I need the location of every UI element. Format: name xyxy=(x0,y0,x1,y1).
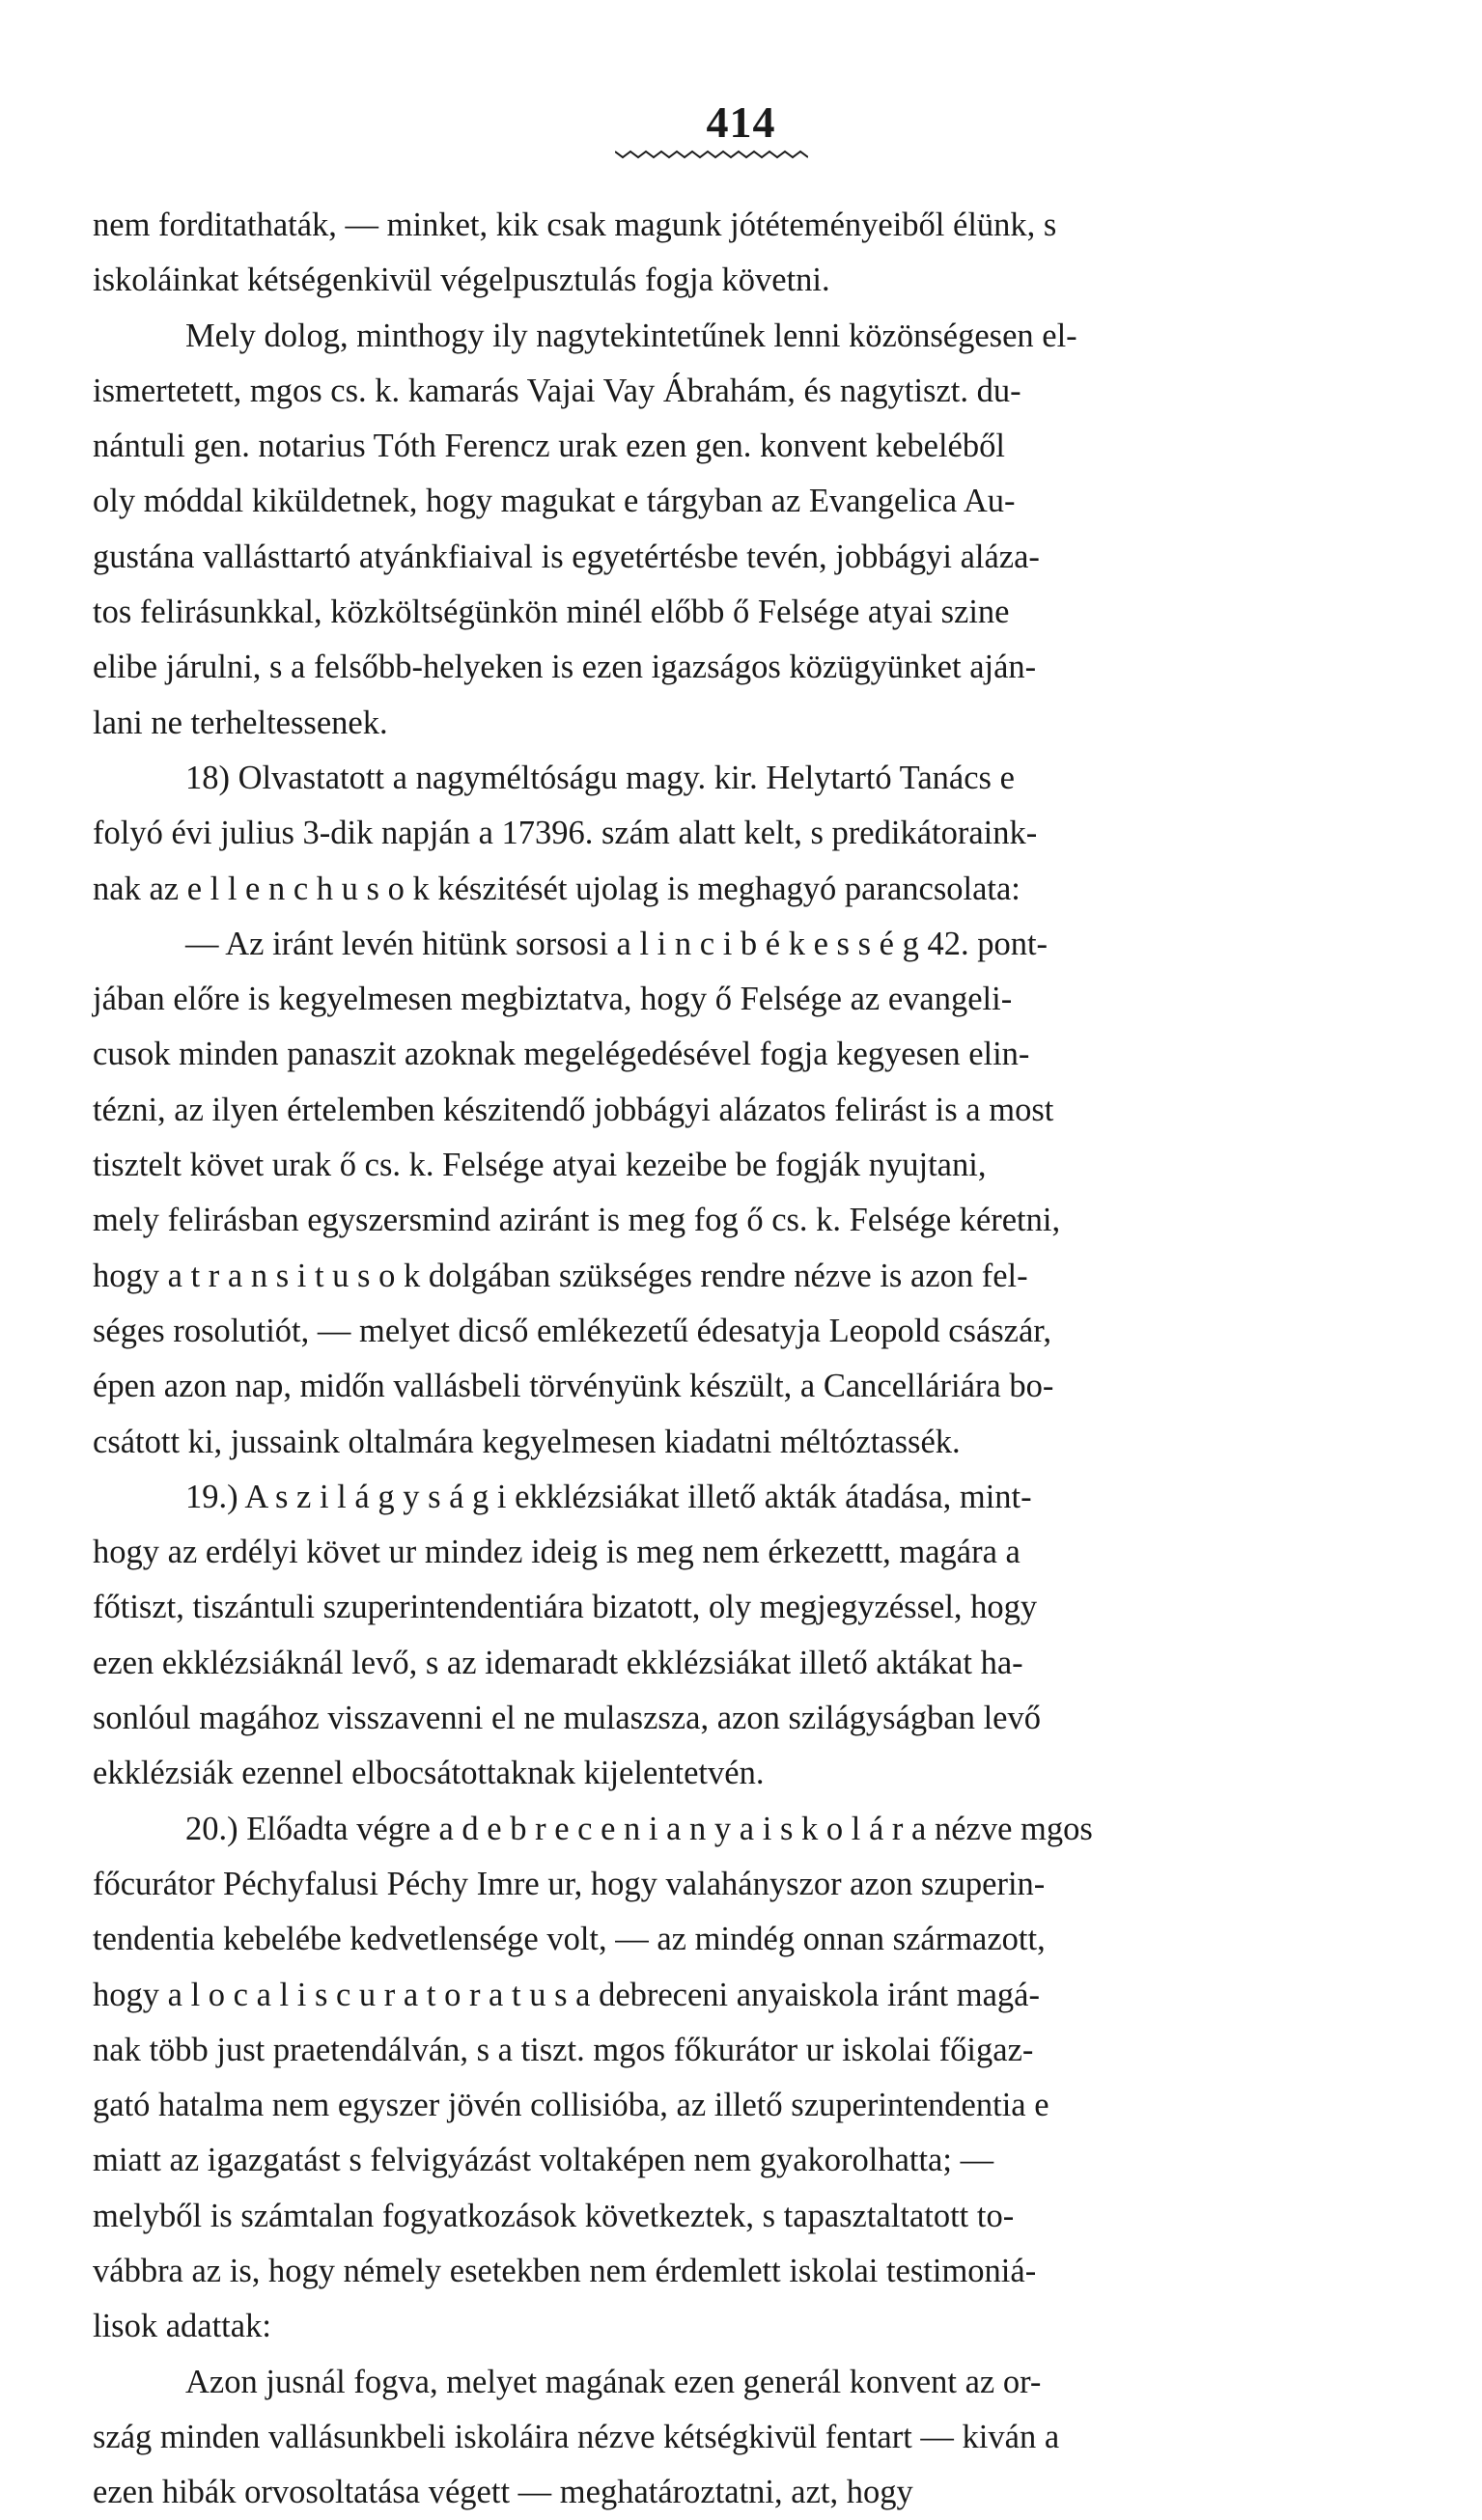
text-line: főtiszt, tiszántuli szuperintendentiára bizatott, oly megjegyzéssel, hogy xyxy=(93,1589,1038,1626)
text-line: Mely dolog, minthogy ily nagytekintetűnek lenni közönségesen el- xyxy=(185,317,1077,354)
text-line: főcurátor Péchyfalusi Péchy Imre ur, hogy valahányszor azon szuperin- xyxy=(93,1865,1046,1902)
text-line: csátott ki, jussaink oltalmára kegyelmesen kiadatni méltóztassék. xyxy=(93,1423,961,1460)
text-line: tisztelt követ urak ő cs. k. Felsége atyai kezeibe be fogják nyujtani, xyxy=(93,1147,987,1184)
text-line: nántuli gen. notarius Tóth Ferencz urak ezen gen. konvent kebeléből xyxy=(93,428,1005,465)
text-line: séges rosolutiót, — melyet dicső emlékezetű édesatyja Leopold császár, xyxy=(93,1312,1052,1349)
text-line: mely felirásban egyszersmind aziránt is meg fog ő cs. k. Felsége kéretni, xyxy=(93,1202,1061,1239)
text-line: 20.) Előadta végre a d e b r e c e n i a n y a i s k o l á r a nézve mgos xyxy=(185,1810,1093,1847)
body-text xyxy=(93,198,1301,2520)
text-line: ezen hibák orvosoltatása végett — meghatároztatni, azt, hogy xyxy=(93,2474,913,2511)
text-line: miatt az igazgatást s felvigyázást voltaképen nem gyakorolhatta; — xyxy=(93,2142,994,2179)
text-line: hogy az erdélyi követ ur mindez ideig is meg nem érkezettt, magára a xyxy=(93,1534,1021,1571)
text-line: — Az iránt levén hitünk sorsosi a l i n c i b é k e s s é g 42. pont- xyxy=(185,925,1049,962)
text-line: ekklézsiák ezennel elbocsátottaknak kijelentetvén. xyxy=(93,1755,765,1792)
text-line: ezen ekklézsiáknál levő, s az idemaradt ekklézsiákat illető aktákat ha- xyxy=(93,1644,1023,1681)
text-line: ismertetett, mgos cs. k. kamarás Vajai Vay Ábrahám, és nagytiszt. du- xyxy=(93,372,1021,409)
text-line: melyből is számtalan fogyatkozások következtek, s tapasztaltatott to- xyxy=(93,2197,1015,2234)
text-line: nak több just praetendálván, s a tiszt. mgos főkurátor ur iskolai főigaz- xyxy=(93,2031,1034,2068)
text-line: hogy a l o c a l i s c u r a t o r a t u s a debreceni anyaiskola iránt magá- xyxy=(93,1976,1040,2013)
text-line: oly móddal kiküldetnek, hogy magukat e tárgyban az Evangelica Au- xyxy=(93,483,1016,520)
text-line: tos felirásunkkal, közköltségünkön minél előbb ő Felsége atyai szine xyxy=(93,594,1010,631)
ornament-divider xyxy=(615,147,808,162)
text-line: vábbra az is, hogy némely esetekben nem érdemlett iskolai testimoniá- xyxy=(93,2252,1037,2289)
text-line: 18) Olvastatott a nagyméltóságu magy. kir. Helytartó Tanács e xyxy=(185,759,1015,796)
text-line: elibe járulni, s a felsőbb-helyeken is ezen igazságos közügyünket aján- xyxy=(93,649,1037,686)
text-line: nak az e l l e n c h u s o k készitését ujolag is meghagyó parancsolata: xyxy=(93,870,1021,907)
text-line: folyó évi julius 3-dik napján a 17396. szám alatt kelt, s predikátoraink- xyxy=(93,815,1038,852)
page-number: 414 xyxy=(706,97,776,147)
text-line: lisok adattak: xyxy=(93,2308,271,2345)
text-line: gustána vallásttartó atyánkfiaival is egyetértésbe tevén, jobbágyi aláza- xyxy=(93,538,1040,575)
text-line: iskoláinkat kétségenkivül végelpusztulás fogja követni. xyxy=(93,262,830,299)
text-line: cusok minden panaszit azoknak megelégedésével fogja kegyesen elin- xyxy=(93,1036,1030,1073)
text-line: tendentia kebelébe kedvetlensége volt, — az mindég onnan származott, xyxy=(93,1921,1046,1958)
text-line: hogy a t r a n s i t u s o k dolgában szükséges rendre nézve is azon fel- xyxy=(93,1257,1028,1294)
text-line: gató hatalma nem egyszer jövén collisióba, az illető szuperintendentia e xyxy=(93,2087,1049,2124)
text-line: nem forditathaták, — minket, kik csak magunk jótéteményeiből élünk, s xyxy=(93,207,1057,243)
text-line: lani ne terheltessenek. xyxy=(93,704,388,741)
text-line: jában előre is kegyelmesen megbiztatva, hogy ő Felsége az evangeli- xyxy=(93,981,1013,1018)
text-line: tézni, az ilyen értelemben készitendő jobbágyi alázatos felirást is a most xyxy=(93,1091,1054,1128)
text-line: épen azon nap, midőn vallásbeli törvényünk készült, a Cancelláriára bo- xyxy=(93,1368,1054,1405)
text-line: 19.) A s z i l á g y s á g i ekklézsiákat illető akták átadása, mint- xyxy=(185,1478,1032,1515)
text-line: szág minden vallásunkbeli iskoláira nézve kétségkivül fentart — kiván a xyxy=(93,2418,1060,2455)
text-line: Azon jusnál fogva, melyet magának ezen generál konvent az or- xyxy=(185,2363,1042,2400)
text-line: sonlóul magához visszavenni el ne mulaszsza, azon szilágyságban levő xyxy=(93,1700,1041,1737)
